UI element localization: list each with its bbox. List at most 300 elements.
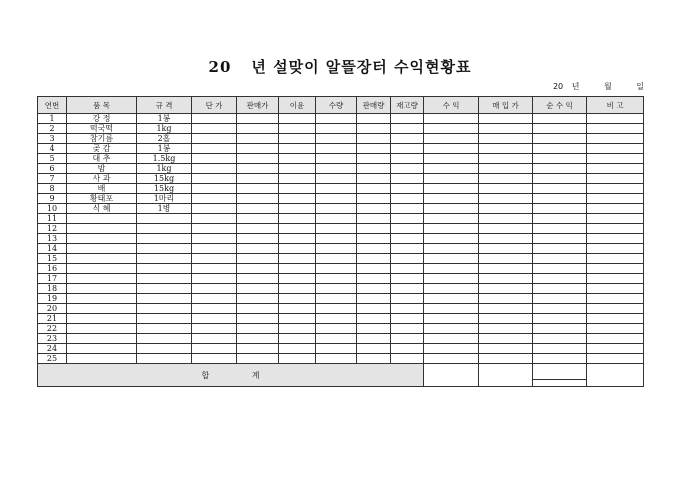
row-value-cell[interactable] xyxy=(391,354,424,364)
row-value-cell[interactable] xyxy=(391,164,424,174)
row-value-cell[interactable] xyxy=(391,224,424,234)
row-value-cell[interactable] xyxy=(424,114,479,124)
row-value-cell[interactable] xyxy=(192,204,237,214)
row-value-cell[interactable] xyxy=(587,254,644,264)
row-value-cell[interactable] xyxy=(391,234,424,244)
row-value-cell[interactable] xyxy=(533,324,587,334)
row-value-cell[interactable] xyxy=(192,154,237,164)
row-value-cell[interactable] xyxy=(533,244,587,254)
row-spec-cell[interactable] xyxy=(137,354,192,364)
row-value-cell[interactable] xyxy=(237,164,279,174)
row-value-cell[interactable] xyxy=(237,314,279,324)
row-value-cell[interactable] xyxy=(391,174,424,184)
row-value-cell[interactable] xyxy=(587,314,644,324)
row-spec-cell[interactable] xyxy=(137,284,192,294)
row-value-cell[interactable] xyxy=(479,354,533,364)
row-item-cell[interactable] xyxy=(67,244,137,254)
row-value-cell[interactable] xyxy=(192,214,237,224)
row-spec-cell[interactable] xyxy=(137,324,192,334)
row-value-cell[interactable] xyxy=(391,204,424,214)
row-item-cell[interactable] xyxy=(67,254,137,264)
row-value-cell[interactable] xyxy=(479,264,533,274)
row-value-cell[interactable] xyxy=(533,354,587,364)
row-value-cell[interactable] xyxy=(316,294,357,304)
row-item-cell[interactable] xyxy=(67,234,137,244)
row-value-cell[interactable] xyxy=(424,174,479,184)
row-value-cell[interactable] xyxy=(192,184,237,194)
row-value-cell[interactable] xyxy=(479,164,533,174)
row-value-cell[interactable] xyxy=(587,354,644,364)
row-value-cell[interactable] xyxy=(587,134,644,144)
row-value-cell[interactable] xyxy=(424,324,479,334)
row-value-cell[interactable] xyxy=(237,264,279,274)
row-value-cell[interactable] xyxy=(424,254,479,264)
row-item-cell[interactable] xyxy=(67,334,137,344)
row-value-cell[interactable] xyxy=(391,294,424,304)
row-value-cell[interactable] xyxy=(192,194,237,204)
row-value-cell[interactable] xyxy=(316,234,357,244)
row-value-cell[interactable] xyxy=(237,294,279,304)
row-value-cell[interactable] xyxy=(391,114,424,124)
row-value-cell[interactable] xyxy=(391,134,424,144)
row-value-cell[interactable] xyxy=(357,324,391,334)
row-value-cell[interactable] xyxy=(279,144,316,154)
row-value-cell[interactable] xyxy=(279,344,316,354)
row-value-cell[interactable] xyxy=(279,254,316,264)
row-value-cell[interactable] xyxy=(479,304,533,314)
row-value-cell[interactable] xyxy=(192,284,237,294)
row-value-cell[interactable] xyxy=(192,314,237,324)
row-value-cell[interactable] xyxy=(357,194,391,204)
row-value-cell[interactable] xyxy=(533,174,587,184)
row-value-cell[interactable] xyxy=(192,114,237,124)
row-value-cell[interactable] xyxy=(237,204,279,214)
row-spec-cell[interactable] xyxy=(137,314,192,324)
row-spec-cell[interactable] xyxy=(137,254,192,264)
row-spec-cell[interactable] xyxy=(137,304,192,314)
row-value-cell[interactable] xyxy=(391,184,424,194)
row-value-cell[interactable] xyxy=(479,214,533,224)
row-value-cell[interactable] xyxy=(357,284,391,294)
row-value-cell[interactable] xyxy=(316,214,357,224)
row-value-cell[interactable] xyxy=(192,324,237,334)
row-value-cell[interactable] xyxy=(357,164,391,174)
row-item-cell[interactable]: 떡국떡 xyxy=(67,124,137,134)
row-value-cell[interactable] xyxy=(479,314,533,324)
row-value-cell[interactable] xyxy=(279,194,316,204)
row-value-cell[interactable] xyxy=(357,344,391,354)
total-purchase-cell[interactable] xyxy=(479,364,533,387)
row-item-cell[interactable] xyxy=(67,324,137,334)
row-value-cell[interactable] xyxy=(279,214,316,224)
row-value-cell[interactable] xyxy=(479,184,533,194)
row-value-cell[interactable] xyxy=(533,284,587,294)
row-value-cell[interactable] xyxy=(424,244,479,254)
row-value-cell[interactable] xyxy=(424,154,479,164)
row-spec-cell[interactable]: 1.5kg xyxy=(137,154,192,164)
row-value-cell[interactable] xyxy=(424,354,479,364)
row-item-cell[interactable] xyxy=(67,224,137,234)
row-value-cell[interactable] xyxy=(479,294,533,304)
row-value-cell[interactable] xyxy=(237,144,279,154)
row-value-cell[interactable] xyxy=(316,324,357,334)
row-spec-cell[interactable]: 2홉 xyxy=(137,134,192,144)
row-value-cell[interactable] xyxy=(391,254,424,264)
row-value-cell[interactable] xyxy=(533,294,587,304)
row-value-cell[interactable] xyxy=(587,174,644,184)
row-value-cell[interactable] xyxy=(533,194,587,204)
row-value-cell[interactable] xyxy=(279,304,316,314)
row-value-cell[interactable] xyxy=(237,114,279,124)
row-value-cell[interactable] xyxy=(424,184,479,194)
row-value-cell[interactable] xyxy=(316,144,357,154)
row-item-cell[interactable] xyxy=(67,284,137,294)
row-spec-cell[interactable]: 1병 xyxy=(137,204,192,214)
row-value-cell[interactable] xyxy=(479,324,533,334)
row-value-cell[interactable] xyxy=(479,144,533,154)
row-value-cell[interactable] xyxy=(479,284,533,294)
row-spec-cell[interactable] xyxy=(137,244,192,254)
row-value-cell[interactable] xyxy=(357,184,391,194)
row-value-cell[interactable] xyxy=(237,354,279,364)
row-value-cell[interactable] xyxy=(391,274,424,284)
row-value-cell[interactable] xyxy=(237,194,279,204)
row-value-cell[interactable] xyxy=(316,164,357,174)
row-value-cell[interactable] xyxy=(192,234,237,244)
row-value-cell[interactable] xyxy=(279,324,316,334)
row-value-cell[interactable] xyxy=(237,304,279,314)
row-value-cell[interactable] xyxy=(391,264,424,274)
row-value-cell[interactable] xyxy=(533,144,587,154)
row-value-cell[interactable] xyxy=(279,184,316,194)
row-value-cell[interactable] xyxy=(391,154,424,164)
row-item-cell[interactable]: 식 혜 xyxy=(67,204,137,214)
row-value-cell[interactable] xyxy=(391,244,424,254)
row-value-cell[interactable] xyxy=(237,234,279,244)
row-value-cell[interactable] xyxy=(533,154,587,164)
row-spec-cell[interactable]: 1kg xyxy=(137,124,192,134)
row-item-cell[interactable]: 배 xyxy=(67,184,137,194)
row-value-cell[interactable] xyxy=(424,194,479,204)
row-value-cell[interactable] xyxy=(279,164,316,174)
row-value-cell[interactable] xyxy=(587,204,644,214)
row-value-cell[interactable] xyxy=(279,314,316,324)
row-value-cell[interactable] xyxy=(279,174,316,184)
row-value-cell[interactable] xyxy=(316,334,357,344)
row-spec-cell[interactable] xyxy=(137,344,192,354)
row-value-cell[interactable] xyxy=(424,144,479,154)
row-value-cell[interactable] xyxy=(316,284,357,294)
row-value-cell[interactable] xyxy=(391,314,424,324)
row-value-cell[interactable] xyxy=(533,204,587,214)
row-value-cell[interactable] xyxy=(533,344,587,354)
row-item-cell[interactable] xyxy=(67,294,137,304)
row-value-cell[interactable] xyxy=(479,334,533,344)
row-value-cell[interactable] xyxy=(357,354,391,364)
row-value-cell[interactable] xyxy=(479,204,533,214)
row-value-cell[interactable] xyxy=(357,154,391,164)
row-item-cell[interactable] xyxy=(67,344,137,354)
total-net-profit-cell[interactable] xyxy=(533,364,587,387)
row-value-cell[interactable] xyxy=(587,214,644,224)
row-value-cell[interactable] xyxy=(279,264,316,274)
row-item-cell[interactable]: 참기름 xyxy=(67,134,137,144)
row-value-cell[interactable] xyxy=(587,294,644,304)
row-value-cell[interactable] xyxy=(424,234,479,244)
row-value-cell[interactable] xyxy=(533,234,587,244)
row-value-cell[interactable] xyxy=(424,294,479,304)
row-value-cell[interactable] xyxy=(479,154,533,164)
row-value-cell[interactable] xyxy=(316,124,357,134)
row-value-cell[interactable] xyxy=(479,174,533,184)
row-value-cell[interactable] xyxy=(587,324,644,334)
row-value-cell[interactable] xyxy=(391,194,424,204)
row-value-cell[interactable] xyxy=(587,154,644,164)
row-value-cell[interactable] xyxy=(533,134,587,144)
row-value-cell[interactable] xyxy=(316,254,357,264)
row-value-cell[interactable] xyxy=(192,134,237,144)
row-value-cell[interactable] xyxy=(316,184,357,194)
row-value-cell[interactable] xyxy=(587,224,644,234)
row-value-cell[interactable] xyxy=(237,244,279,254)
row-value-cell[interactable] xyxy=(587,264,644,274)
row-item-cell[interactable]: 곶 감 xyxy=(67,144,137,154)
row-value-cell[interactable] xyxy=(192,244,237,254)
row-value-cell[interactable] xyxy=(587,334,644,344)
row-value-cell[interactable] xyxy=(424,214,479,224)
row-value-cell[interactable] xyxy=(391,324,424,334)
row-value-cell[interactable] xyxy=(479,274,533,284)
row-value-cell[interactable] xyxy=(237,334,279,344)
row-value-cell[interactable] xyxy=(424,314,479,324)
row-value-cell[interactable] xyxy=(357,204,391,214)
row-item-cell[interactable] xyxy=(67,214,137,224)
row-value-cell[interactable] xyxy=(587,344,644,354)
row-item-cell[interactable]: 황태포 xyxy=(67,194,137,204)
row-value-cell[interactable] xyxy=(587,274,644,284)
row-value-cell[interactable] xyxy=(424,304,479,314)
row-value-cell[interactable] xyxy=(357,254,391,264)
row-value-cell[interactable] xyxy=(279,334,316,344)
row-value-cell[interactable] xyxy=(533,274,587,284)
row-value-cell[interactable] xyxy=(316,244,357,254)
row-value-cell[interactable] xyxy=(587,144,644,154)
row-spec-cell[interactable] xyxy=(137,334,192,344)
row-value-cell[interactable] xyxy=(279,294,316,304)
row-value-cell[interactable] xyxy=(479,134,533,144)
row-value-cell[interactable] xyxy=(316,204,357,214)
row-value-cell[interactable] xyxy=(279,224,316,234)
row-value-cell[interactable] xyxy=(316,154,357,164)
row-value-cell[interactable] xyxy=(357,274,391,284)
row-value-cell[interactable] xyxy=(316,344,357,354)
row-item-cell[interactable]: 사 과 xyxy=(67,174,137,184)
row-item-cell[interactable]: 강 정 xyxy=(67,114,137,124)
row-item-cell[interactable] xyxy=(67,304,137,314)
row-spec-cell[interactable] xyxy=(137,214,192,224)
row-value-cell[interactable] xyxy=(316,354,357,364)
row-item-cell[interactable] xyxy=(67,354,137,364)
row-value-cell[interactable] xyxy=(533,124,587,134)
row-spec-cell[interactable] xyxy=(137,274,192,284)
row-value-cell[interactable] xyxy=(424,204,479,214)
row-value-cell[interactable] xyxy=(391,214,424,224)
row-value-cell[interactable] xyxy=(316,264,357,274)
row-value-cell[interactable] xyxy=(424,344,479,354)
row-value-cell[interactable] xyxy=(533,264,587,274)
row-value-cell[interactable] xyxy=(587,164,644,174)
row-value-cell[interactable] xyxy=(316,114,357,124)
row-value-cell[interactable] xyxy=(424,264,479,274)
row-value-cell[interactable] xyxy=(479,114,533,124)
row-value-cell[interactable] xyxy=(237,284,279,294)
row-value-cell[interactable] xyxy=(391,124,424,134)
row-item-cell[interactable] xyxy=(67,274,137,284)
row-value-cell[interactable] xyxy=(192,144,237,154)
row-value-cell[interactable] xyxy=(533,224,587,234)
row-value-cell[interactable] xyxy=(316,174,357,184)
row-value-cell[interactable] xyxy=(533,334,587,344)
row-value-cell[interactable] xyxy=(357,114,391,124)
row-value-cell[interactable] xyxy=(587,284,644,294)
row-value-cell[interactable] xyxy=(587,244,644,254)
row-value-cell[interactable] xyxy=(192,174,237,184)
row-value-cell[interactable] xyxy=(192,164,237,174)
row-value-cell[interactable] xyxy=(357,174,391,184)
row-value-cell[interactable] xyxy=(192,264,237,274)
row-value-cell[interactable] xyxy=(391,304,424,314)
row-value-cell[interactable] xyxy=(357,294,391,304)
row-value-cell[interactable] xyxy=(316,274,357,284)
row-value-cell[interactable] xyxy=(357,314,391,324)
row-value-cell[interactable] xyxy=(279,114,316,124)
row-value-cell[interactable] xyxy=(533,164,587,174)
row-value-cell[interactable] xyxy=(479,124,533,134)
row-item-cell[interactable] xyxy=(67,264,137,274)
row-value-cell[interactable] xyxy=(237,184,279,194)
row-value-cell[interactable] xyxy=(237,154,279,164)
row-value-cell[interactable] xyxy=(279,124,316,134)
row-value-cell[interactable] xyxy=(391,344,424,354)
row-value-cell[interactable] xyxy=(237,134,279,144)
row-value-cell[interactable] xyxy=(237,124,279,134)
row-value-cell[interactable] xyxy=(357,134,391,144)
row-value-cell[interactable] xyxy=(279,274,316,284)
row-value-cell[interactable] xyxy=(533,304,587,314)
row-value-cell[interactable] xyxy=(279,284,316,294)
row-value-cell[interactable] xyxy=(279,204,316,214)
row-value-cell[interactable] xyxy=(316,194,357,204)
row-value-cell[interactable] xyxy=(479,244,533,254)
row-value-cell[interactable] xyxy=(192,274,237,284)
row-value-cell[interactable] xyxy=(533,114,587,124)
row-value-cell[interactable] xyxy=(533,254,587,264)
row-value-cell[interactable] xyxy=(237,324,279,334)
row-value-cell[interactable] xyxy=(237,214,279,224)
row-value-cell[interactable] xyxy=(424,164,479,174)
row-value-cell[interactable] xyxy=(192,354,237,364)
row-spec-cell[interactable] xyxy=(137,264,192,274)
row-value-cell[interactable] xyxy=(192,294,237,304)
row-value-cell[interactable] xyxy=(587,184,644,194)
row-spec-cell[interactable] xyxy=(137,234,192,244)
row-spec-cell[interactable]: 1kg xyxy=(137,164,192,174)
row-value-cell[interactable] xyxy=(357,244,391,254)
row-spec-cell[interactable]: 1마리 xyxy=(137,194,192,204)
row-value-cell[interactable] xyxy=(424,124,479,134)
row-value-cell[interactable] xyxy=(192,344,237,354)
row-value-cell[interactable] xyxy=(479,224,533,234)
row-value-cell[interactable] xyxy=(316,134,357,144)
row-value-cell[interactable] xyxy=(279,234,316,244)
row-value-cell[interactable] xyxy=(391,144,424,154)
row-value-cell[interactable] xyxy=(357,304,391,314)
row-value-cell[interactable] xyxy=(587,114,644,124)
row-value-cell[interactable] xyxy=(479,254,533,264)
row-value-cell[interactable] xyxy=(237,224,279,234)
row-value-cell[interactable] xyxy=(237,174,279,184)
row-value-cell[interactable] xyxy=(279,134,316,144)
row-value-cell[interactable] xyxy=(357,334,391,344)
row-value-cell[interactable] xyxy=(192,334,237,344)
row-item-cell[interactable]: 밤 xyxy=(67,164,137,174)
row-spec-cell[interactable] xyxy=(137,224,192,234)
row-value-cell[interactable] xyxy=(479,234,533,244)
row-value-cell[interactable] xyxy=(587,124,644,134)
row-value-cell[interactable] xyxy=(237,344,279,354)
row-value-cell[interactable] xyxy=(357,264,391,274)
row-value-cell[interactable] xyxy=(192,124,237,134)
row-spec-cell[interactable]: 1봉 xyxy=(137,114,192,124)
row-value-cell[interactable] xyxy=(192,224,237,234)
row-value-cell[interactable] xyxy=(587,304,644,314)
row-spec-cell[interactable] xyxy=(137,294,192,304)
total-revenue-cell[interactable] xyxy=(424,364,479,387)
row-value-cell[interactable] xyxy=(357,144,391,154)
row-value-cell[interactable] xyxy=(357,214,391,224)
row-value-cell[interactable] xyxy=(479,344,533,354)
row-value-cell[interactable] xyxy=(587,234,644,244)
row-value-cell[interactable] xyxy=(479,194,533,204)
row-value-cell[interactable] xyxy=(316,224,357,234)
row-value-cell[interactable] xyxy=(533,214,587,224)
row-value-cell[interactable] xyxy=(424,224,479,234)
row-value-cell[interactable] xyxy=(587,194,644,204)
row-value-cell[interactable] xyxy=(391,284,424,294)
row-value-cell[interactable] xyxy=(357,124,391,134)
row-value-cell[interactable] xyxy=(424,134,479,144)
total-note-cell[interactable] xyxy=(587,364,644,387)
row-value-cell[interactable] xyxy=(424,274,479,284)
row-value-cell[interactable] xyxy=(357,224,391,234)
row-spec-cell[interactable]: 1봉 xyxy=(137,144,192,154)
row-spec-cell[interactable]: 15kg xyxy=(137,174,192,184)
row-value-cell[interactable] xyxy=(237,274,279,284)
row-value-cell[interactable] xyxy=(279,154,316,164)
row-item-cell[interactable] xyxy=(67,314,137,324)
row-value-cell[interactable] xyxy=(316,304,357,314)
row-value-cell[interactable] xyxy=(192,304,237,314)
row-value-cell[interactable] xyxy=(237,254,279,264)
row-value-cell[interactable] xyxy=(279,354,316,364)
row-value-cell[interactable] xyxy=(316,314,357,324)
row-spec-cell[interactable]: 15kg xyxy=(137,184,192,194)
row-value-cell[interactable] xyxy=(357,234,391,244)
row-value-cell[interactable] xyxy=(279,244,316,254)
row-value-cell[interactable] xyxy=(424,284,479,294)
row-value-cell[interactable] xyxy=(391,334,424,344)
row-value-cell[interactable] xyxy=(424,334,479,344)
